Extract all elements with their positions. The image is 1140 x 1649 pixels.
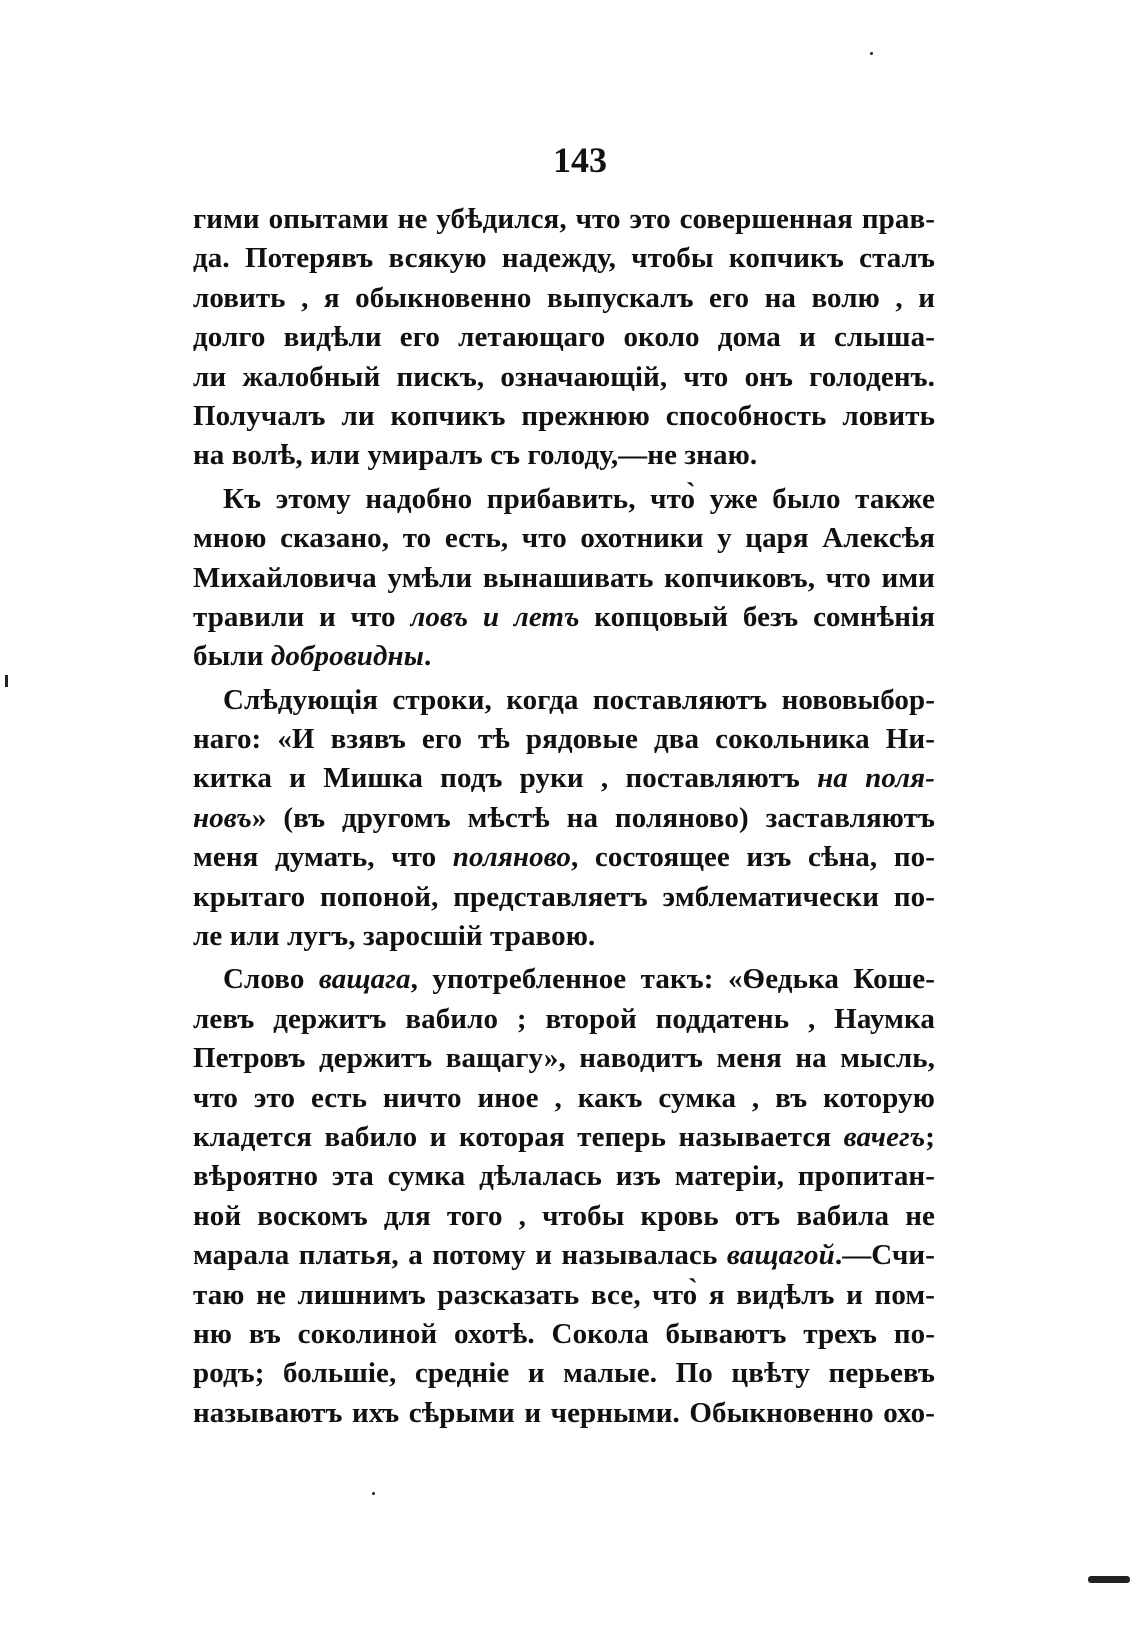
body-text <box>193 200 935 1433</box>
text-line: на волѣ, или умиралъ съ голоду,—не знаю. <box>193 439 758 472</box>
text-line: мною сказано, то есть, что охотники у царя Алексѣя <box>193 522 935 555</box>
text-line: ловить , я обыкновенно выпускалъ его на волю , и <box>193 281 935 314</box>
text-line: долго видѣли его летающаго около дома и слыша- <box>193 321 935 354</box>
text-line: новъ» (въ другомъ мѣстѣ на поляново) заставляютъ <box>193 801 935 834</box>
text-line: кладется вабило и которая теперь называется вачегъ; <box>193 1120 935 1153</box>
text-line: что это есть ничто иное , какъ сумка , въ которую <box>193 1081 935 1114</box>
text-line: да. Потерявъ всякую надежду, чтобы копчикъ сталъ <box>193 242 935 275</box>
text-line: ле или лугъ, заросшій травою. <box>193 920 596 953</box>
text-line: ли жалобный пискъ, означающій, что онъ голоденъ. <box>193 360 935 393</box>
text-line: вѣроятно эта сумка дѣлалась изъ матеріи, пропитан- <box>193 1160 935 1193</box>
text-line: меня думать, что поляново, состоящее изъ сѣна, по- <box>193 841 935 874</box>
text-line: таю не лишнимъ разсказать все, что̀ я видѣлъ и пом- <box>193 1278 935 1311</box>
text-line: ню въ соколиной охотѣ. Сокола бываютъ трехъ по- <box>193 1317 935 1350</box>
text-line: родъ; большіе, средніе и малые. По цвѣту перьевъ <box>193 1357 935 1390</box>
margin-mark <box>5 675 8 687</box>
text-line: китка и Мишка подъ руки , поставляютъ на поля- <box>193 762 935 795</box>
text-line: марала платья, а потому и называлась ващагой.—Счи- <box>193 1239 935 1272</box>
text-line: были добровидны. <box>193 640 432 673</box>
text-line: Петровъ держитъ ващагу», наводитъ меня на мысль, <box>193 1042 935 1075</box>
text-line: травили и что ловъ и летъ копцовый безъ сомнѣнія <box>193 600 936 633</box>
text-line: наго: «И взявъ его тѣ рядовые два сокольника Ни- <box>193 723 935 756</box>
text-line: гими опытами не убѣдился, что это совершенная прав- <box>193 203 935 235</box>
text-line: Слѣдующія строки, когда поставляютъ нововыбор- <box>223 683 935 716</box>
text-line: Михайловича умѣли вынашивать копчиковъ, что ими <box>193 561 935 594</box>
text-line: Къ этому надобно прибавить, что̀ уже было также <box>223 482 935 515</box>
scan-edge-mark <box>1088 1576 1130 1583</box>
text-line: Получалъ ли копчикъ прежнюю способность ловить <box>193 399 935 432</box>
speck-mark <box>870 52 873 55</box>
page-number: 143 <box>553 140 607 180</box>
text-line: называютъ ихъ сѣрыми и черными. Обыкновенно охо- <box>193 1396 935 1429</box>
text-line: ной воскомъ для того , чтобы кровь отъ вабила не <box>193 1199 935 1232</box>
text-line: левъ держитъ вабило ; второй поддатень , Наумка <box>193 1002 935 1035</box>
speck-mark <box>372 1492 375 1495</box>
text-line: крытаго попоной, представляетъ эмблематически по- <box>193 880 935 913</box>
text-line: Слово ващага, употребленное такъ: «Ѳедька Коше- <box>223 963 935 996</box>
